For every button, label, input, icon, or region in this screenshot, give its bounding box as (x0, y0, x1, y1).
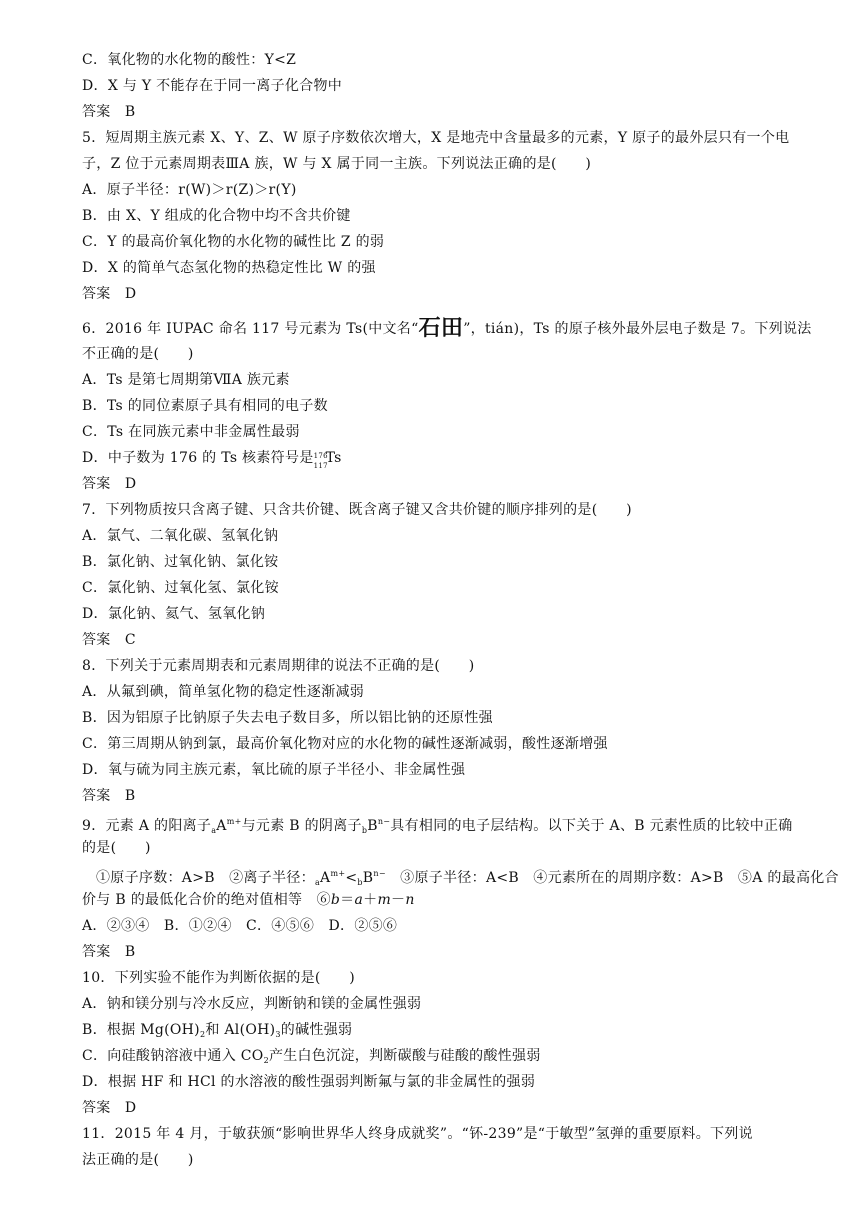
eq-equals: ＝ (340, 892, 355, 908)
q6-stem-part2: ”，tián)，Ts 的原子核外最外层电子数是 7。下列说法 (463, 321, 812, 337)
q4-option-c: C．氧化物的水化物的酸性：Y<Z (82, 52, 297, 68)
q6-option-a: A．Ts 是第七周期第ⅦA 族元素 (82, 372, 290, 388)
q8-stem: 8．下列关于元素周期表和元素周期律的说法不正确的是( ) (82, 658, 475, 674)
q10-c-part2: 产生白色沉淀，判断碳酸与硅酸的酸性强弱 (268, 1048, 541, 1064)
sub-co2: 2 (263, 1056, 269, 1065)
cmp-a-prefix: a (314, 878, 321, 887)
eq-n: n (405, 892, 415, 908)
tian-glyph: 石田 (418, 315, 464, 341)
ion-b-charge: n− (377, 817, 391, 826)
q4-answer: 答案 B (82, 104, 136, 120)
q11-stem-line2: 法正确的是( ) (82, 1152, 194, 1168)
q5-stem-line2: 子，Z 位于元素周期表ⅢA 族，W 与 X 属于同一主族。下列说法正确的是( ) (82, 156, 592, 172)
q10-b-part2: 和 Al(OH) (205, 1022, 276, 1038)
q9-statements-part1: ①原子序数：A>B ②离子半径： (96, 870, 315, 886)
ion-a-charge: m+ (226, 817, 242, 826)
cmp-a-charge: m+ (330, 869, 346, 878)
q5-answer: 答案 D (82, 286, 137, 302)
q5-option-d: D．X 的简单气态氢化物的热稳定性比 W 的强 (82, 260, 376, 276)
q9-statements-part2: ③原子半径：A<B ④元素所在的周期序数：A>B ⑤A 的最高化合 (385, 870, 839, 886)
eq-m: m (377, 892, 392, 908)
eq-a: a (354, 892, 364, 908)
q6-option-b: B．Ts 的同位素原子具有相同的电子数 (82, 398, 328, 414)
q7-option-b: B．氯化钠、过氧化钠、氯化铵 (82, 554, 279, 570)
eq-b: b (330, 892, 341, 908)
q9-stem-line1 (82, 812, 793, 835)
ion-b-prefix: b (361, 826, 368, 835)
eq-minus: － (391, 892, 406, 908)
nuclide-mass: 176 (313, 452, 328, 460)
q5-stem-line1: 5．短周期主族元素 X、Y、Z、W 原子序数依次增大，X 是地壳中含量最多的元素，Y 原子的最外层只有一个电 (82, 130, 790, 146)
q7-answer: 答案 C (82, 632, 136, 648)
cmp-operator: < (345, 870, 358, 886)
q10-option-d: D．根据 HF 和 HCl 的水溶液的酸性强弱判断氟与氯的非金属性的强弱 (82, 1074, 536, 1090)
q6-stem-part1: 6．2016 年 IUPAC 命名 117 号元素为 Ts(中文名“ (82, 321, 419, 337)
q8-option-c: C．第三周期从钠到氯，最高价氧化物对应的水化物的碱性逐渐减弱，酸性逐渐增强 (82, 736, 608, 752)
q7-stem: 7．下列物质按只含离子键、只含共价键、既含离子键又含共价键的顺序排列的是( ) (82, 502, 632, 518)
sub-2: 2 (199, 1030, 206, 1039)
q11-stem-line1: 11．2015 年 4 月，于敏获颁“影响世界华人终身成就奖”。“钚-239”是“于敏型”氢弹的重要原料。下列说 (82, 1126, 753, 1142)
q9-statements-part3: 价与 B 的最低化合价的绝对值相等 ⑥ (82, 892, 331, 908)
sub-3: 3 (275, 1030, 281, 1039)
ion-a-prefix: a (211, 826, 217, 835)
ion-b-symbol: B (367, 818, 378, 834)
q8-option-b: B．因为铝原子比钠原子失去电子数目多，所以铝比钠的还原性强 (82, 710, 493, 726)
q6-stem-line2: 不正确的是( ) (82, 346, 194, 362)
q6-option-d (82, 448, 342, 468)
q6-stem-line1 (82, 315, 812, 341)
q10-stem: 10．下列实验不能作为判断依据的是( ) (82, 970, 356, 986)
cmp-b-prefix: b (357, 878, 363, 887)
q10-option-a: A．钠和镁分别与冷水反应，判断钠和镁的金属性强弱 (82, 996, 422, 1012)
q10-b-part1: B．根据 Mg(OH) (82, 1022, 200, 1038)
ion-a-symbol: A (216, 818, 227, 834)
q7-option-d: D．氯化钠、氦气、氢氧化钠 (82, 606, 266, 622)
cmp-a-symbol: A (320, 870, 331, 886)
q5-option-b: B．由 X、Y 组成的化合物中均不含共价键 (82, 208, 351, 224)
eq-plus: ＋ (363, 892, 378, 908)
q8-option-a: A．从氟到碘，简单氢化物的稳定性逐渐减弱 (82, 684, 365, 700)
q9-stem-line2: 的是( ) (82, 840, 151, 856)
q6-option-c: C．Ts 在同族元素中非金属性最弱 (82, 424, 300, 440)
q5-option-a: A．原子半径：r(W)＞r(Z)＞r(Y) (82, 182, 297, 198)
nuclide-atomic: 117 (313, 462, 328, 470)
q7-option-c: C．氯化钠、过氧化氢、氯化铵 (82, 580, 279, 596)
q10-option-b (82, 1020, 352, 1040)
q9-answer: 答案 B (82, 944, 136, 960)
q9-statements-line1 (96, 864, 839, 887)
q7-option-a: A．氯气、二氧化碳、氢氧化钠 (82, 528, 279, 544)
nuclide-notation (313, 448, 328, 470)
q9-options: A．②③④ B．①②④ C．④⑤⑥ D．②⑤⑥ (82, 918, 398, 934)
q6-option-d-text: D．中子数为 176 的 Ts 核素符号是 (82, 450, 314, 466)
q9-stem-part3: 具有相同的电子层结构。以下关于 A、B 元素性质的比较中正确 (390, 818, 793, 834)
nuclide-symbol: Ts (325, 450, 342, 466)
q10-b-part3: 的碱性强弱 (280, 1022, 353, 1038)
q10-option-c (82, 1046, 541, 1066)
q10-c-part1: C．向硅酸钠溶液中通入 CO (82, 1048, 264, 1064)
q6-answer: 答案 D (82, 476, 137, 492)
q8-answer: 答案 B (82, 788, 136, 804)
q4-option-d: D．X 与 Y 不能存在于同一离子化合物中 (82, 78, 343, 94)
q10-answer: 答案 D (82, 1100, 137, 1116)
q9-stem-part1: 9．元素 A 的阳离子 (82, 818, 212, 834)
cmp-b-symbol: B (362, 870, 374, 886)
q8-option-d: D．氧与硫为同主族元素，氧比硫的原子半径小、非金属性强 (82, 762, 466, 778)
q9-stem-part2: 与元素 B 的阴离子 (241, 818, 362, 834)
q9-statements-line2 (82, 890, 415, 910)
q5-option-c: C．Y 的最高价氧化物的水化物的碱性比 Z 的弱 (82, 234, 385, 250)
cmp-b-charge: n− (373, 869, 386, 878)
